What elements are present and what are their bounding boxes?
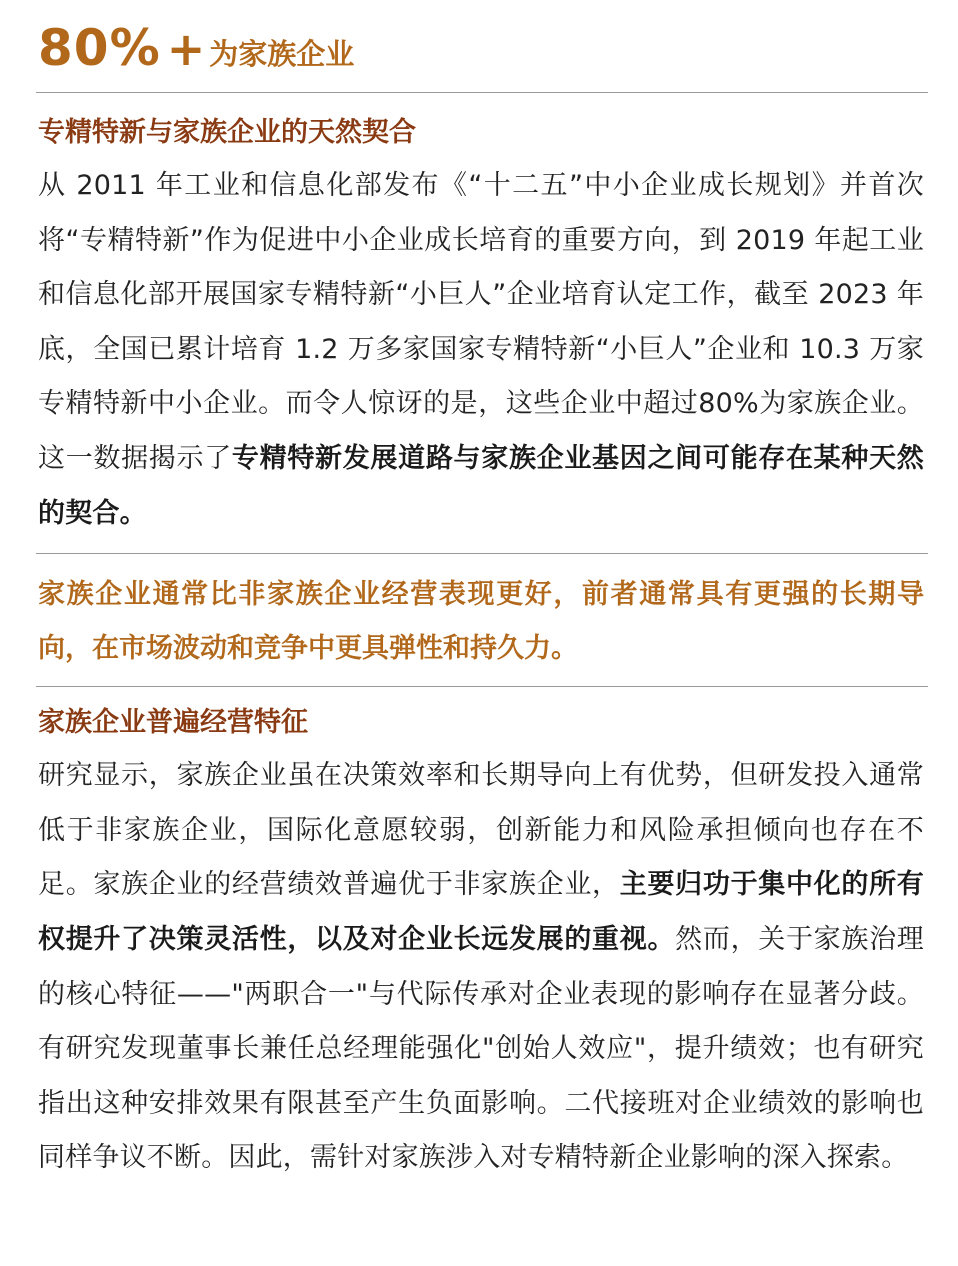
headline-plus: + — [166, 22, 206, 76]
headline — [38, 0, 924, 76]
paragraph-text-after: 然而，关于家族治理的核心特征——"两职合一"与代际传承对企业表现的影响存在显著分歧。有研究发现董事长兼任总经理能强化"创始人效应"，提升绩效；也有研究指出这种安排效果有限甚至产生负面影响。二代接班对企业绩效的影响也同样争议不断。因此，需针对家族涉入对专精特新企业影响的深入探索。 — [38, 923, 924, 1174]
section-natural-fit — [38, 93, 924, 541]
paragraph-bold-text: 主要归功于集中化的所有权提升了决策灵活性，以及对企业长远发展的重视。 — [38, 869, 924, 955]
section-operating-features — [38, 687, 924, 1186]
headline-percentage: 80% — [38, 19, 161, 77]
section-paragraph-operating-features — [38, 749, 924, 1186]
section-title-operating-features: 家族企业普遍经营特征 — [38, 707, 308, 739]
section-title-natural-fit: 专精特新与家族企业的天然契合 — [38, 117, 416, 148]
paragraph-bold-text: 专精特新发展道路与家族企业基因之间可能存在某种天然的契合。 — [38, 442, 924, 529]
highlight-statement: 家族企业通常比非家族企业经营表现更好，前者通常具有更强的长期导向，在市场波动和竞争中更具弹性和持久力。 — [38, 579, 924, 665]
headline-text: 为家族企业 — [209, 37, 355, 71]
paragraph-text-before: 研究显示，家族企业虽在决策效率和长期导向上有优势，但研发投入通常低于非家族企业，国际化意愿较弱，创新能力和风险承担倾向也存在不足。家族企业的经营绩效普遍优于非家族企业， — [38, 760, 924, 901]
section-performance-highlight — [38, 554, 924, 676]
paragraph-text: 从 2011 年工业和信息化部发布《“十二五”中小企业成长规划》并首次将“专精特新”作为促进中小企业成长培育的重要方向，到 2019 年起工业和信息化部开展国家专精特新“小巨人”企业培育认定工作，截至 2023 年底，全国已累计培育 1.2 万多家国家专精特新“小巨人”企业和 10.3 万家专精特新中小企业。而令人惊讶的是，这些企业中超过80%为家族企业。这一数据揭示了 — [38, 170, 924, 474]
section-paragraph-natural-fit — [38, 159, 924, 541]
